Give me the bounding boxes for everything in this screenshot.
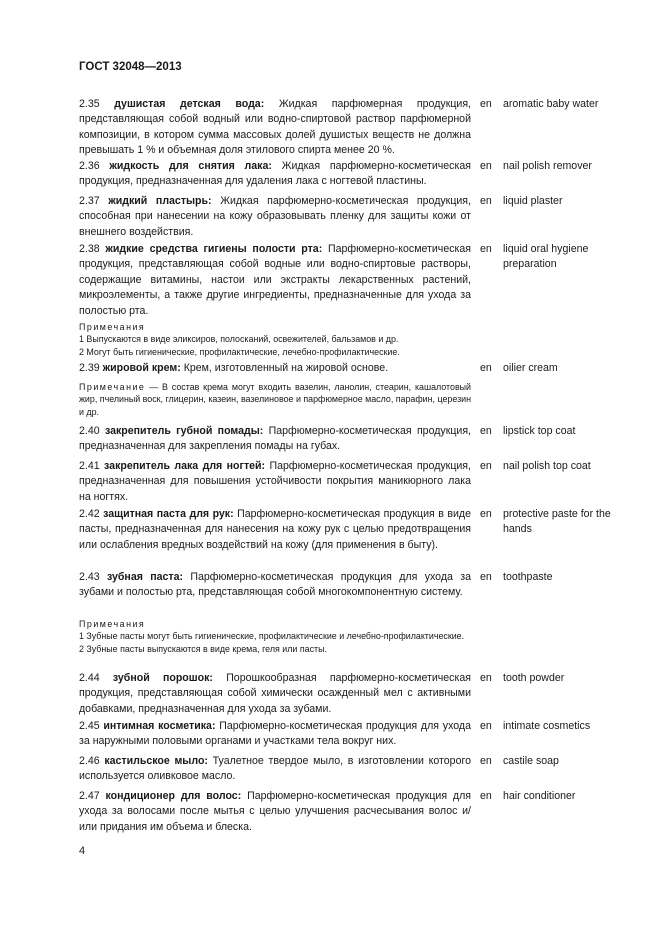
english-equivalent: oilier cream [503, 362, 558, 374]
page-number: 4 [79, 845, 86, 857]
note-item: 2 Зубные пасты выпускаются в виде крема, геля или пасты. [79, 643, 327, 654]
english-equivalent: aromatic baby water [503, 98, 599, 110]
note-item: 1 Зубные пасты могут быть гигиенические, профилактические и лечебно-профилактические. [79, 631, 465, 642]
language-code: en [480, 98, 492, 110]
note-title: Примечание [79, 382, 146, 392]
note-block [79, 618, 471, 655]
term-definition: 2.43 зубная паста: Парфюмерно-косметическая продукция для ухода за зубами и полостью рта, представляющая собой многокомпонентную систему. [79, 571, 471, 599]
term-definition: 2.42 защитная паста для рук: Парфюмерно-косметическая продукция в виде пасты, предназначенная для нанесения на кожу рук с целью предотвращения или ослабления вредных воздействий на кожу (для применения в быту). [79, 508, 471, 551]
note-block [79, 381, 471, 418]
english-equivalent: castile soap [503, 755, 559, 767]
english-equivalent: hair conditioner [503, 790, 576, 802]
language-code: en [480, 160, 492, 172]
english-equivalent: liquid oral hygiene preparation [503, 243, 589, 271]
term-definition: 2.47 кондиционер для волос: Парфюмерно-косметическая продукция для ухода за волосами после мытья с целью улучшения расчесывания волос и/или придания им объема и блеска. [79, 790, 471, 833]
english-equivalent: toothpaste [503, 571, 553, 583]
english-equivalent: nail polish remover [503, 160, 592, 172]
note-title: Примечания [79, 322, 146, 332]
term-definition: 2.40 закрепитель губной помады: Парфюмерно-косметическая продукция, предназначенная для закрепления помады на губах. [79, 425, 472, 453]
term-definition: 2.39 жировой крем: Крем, изготовленный на жировой основе. [79, 362, 389, 374]
language-code: en [480, 508, 492, 520]
note-item: 1 Выпускаются в виде эликсиров, полосканий, освежителей, бальзамов и др. [79, 334, 399, 345]
english-equivalent: lipstick top coat [503, 425, 576, 437]
note-text: — В состав крема могут входить вазелин, ланолин, стеарин, кашалотовый жир, пчелиный воск, глицерин, казеин, вазелиновое и парфюмерное масло, парафин, церезин и др. [79, 382, 471, 417]
english-equivalent: liquid plaster [503, 195, 563, 207]
language-code: en [480, 571, 492, 583]
language-code: en [480, 720, 492, 732]
language-code: en [480, 243, 492, 255]
document-header: ГОСТ 32048—2013 [79, 61, 182, 73]
term-definition: 2.41 закрепитель лака для ногтей: Парфюмерно-косметическая продукция, предназначенная для повышения устойчивости покрытия маникюрного лака на ногтях. [79, 460, 471, 503]
language-code: en [480, 460, 492, 472]
language-code: en [480, 672, 492, 684]
term-definition: 2.45 интимная косметика: Парфюмерно-косметическая продукция для ухода за наружными половыми органами и участками тела вокруг них. [79, 720, 471, 748]
language-code: en [480, 362, 492, 374]
note-item: 2 Могут быть гигиенические, профилактические, лечебно-профилактические. [79, 346, 400, 357]
language-code: en [480, 755, 492, 767]
note-block [79, 321, 471, 358]
language-code: en [480, 425, 492, 437]
english-equivalent: nail polish top coat [503, 460, 591, 472]
term-definition: 2.36 жидкость для снятия лака: Жидкая парфюмерно-косметическая продукция, предназначенная для удаления лака с ногтевой пластины. [79, 160, 471, 188]
term-definition: 2.35 душистая детская вода: Жидкая парфюмерная продукция, представляющая собой водный или водно-спиртовой раствор парфюмерной композиции, в котором сумма массовых долей душистых веществ не должна превышать 1 % и объемная доля этилового спирта менее 20 %. [79, 98, 471, 157]
language-code: en [480, 790, 492, 802]
note-title: Примечания [79, 619, 146, 629]
english-equivalent: intimate cosmetics [503, 720, 591, 732]
term-definition: 2.44 зубной порошок: Порошкообразная парфюмерно-косметическая продукция, представляющая собой химически осажденный мел с активными добавками, предназначенная для ухода за зубами. [79, 672, 471, 715]
english-equivalent: tooth powder [503, 672, 565, 684]
language-code: en [480, 195, 492, 207]
english-equivalent: protective paste for the hands [503, 508, 611, 536]
term-definition: 2.37 жидкий пластырь: Жидкая парфюмерно-косметическая продукция, способная при нанесении на кожу образовывать пленку для защиты кожи от внешнего воздействия. [79, 195, 471, 238]
term-definition: 2.38 жидкие средства гигиены полости рта: Парфюмерно-косметическая продукция, представляющая собой водные или водно-спиртовые растворы, содержащие витамины, настои или экстракты лекарственных растений, микроэлементы, а также другие ингредиенты, предназначенные для ухода за полостью рта. [79, 243, 471, 317]
term-definition: 2.46 кастильское мыло: Туалетное твердое мыло, в изготовлении которого используется оливковое масло. [79, 755, 471, 783]
